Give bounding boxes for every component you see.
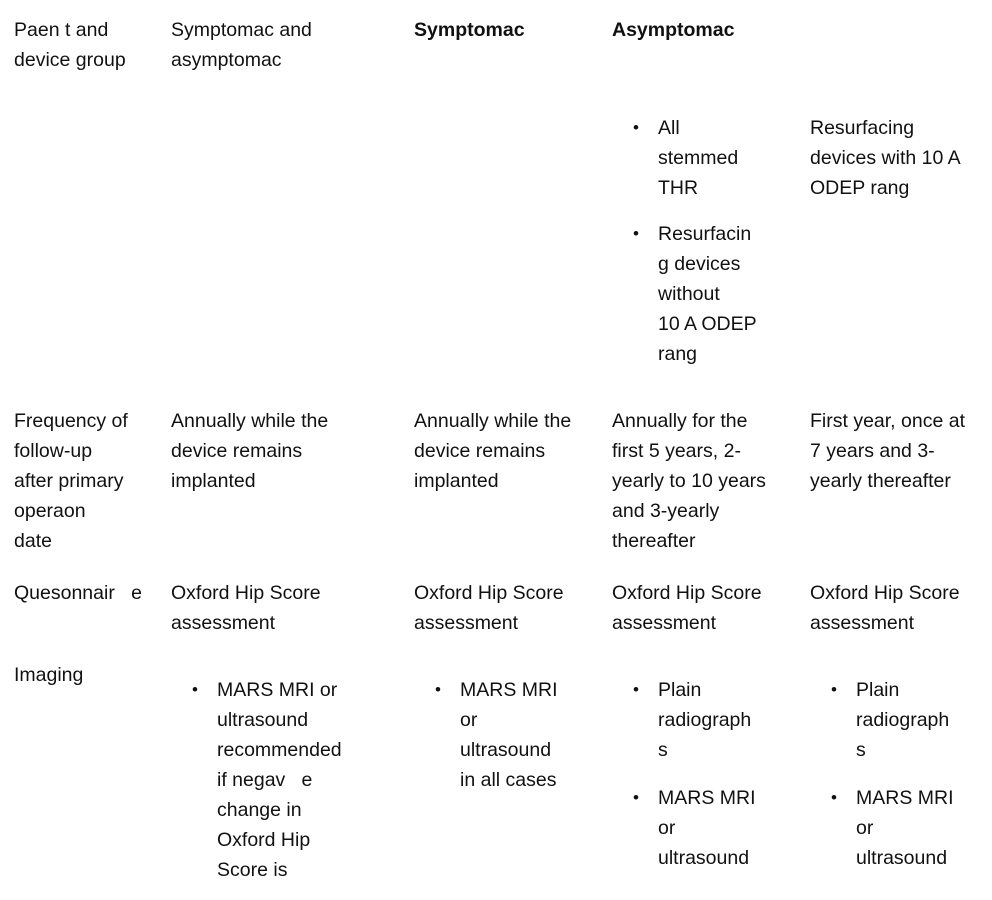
list-line: ultrasound: [460, 739, 552, 761]
cell-line: Annually while the: [171, 410, 329, 432]
frequency-label: [14, 406, 128, 556]
cell-line: Annually while the: [414, 410, 572, 432]
header-line: Symptomac and: [171, 19, 312, 41]
cell-line: device remains: [171, 440, 303, 462]
list-line: Score is: [217, 859, 288, 881]
list-item: [460, 675, 558, 795]
list-line: change in: [217, 799, 302, 821]
list-item: [658, 783, 756, 873]
questionnaire-symptomatic: [414, 578, 564, 638]
list-line: or: [658, 817, 676, 839]
cell-line: devices with 10 A: [810, 147, 961, 169]
header-line: Paen t and: [14, 19, 109, 41]
list-line: • MARS MRI: [658, 787, 756, 809]
list-item: [658, 219, 757, 369]
list-line: radiograph: [658, 709, 752, 731]
list-line: or: [856, 817, 874, 839]
cell-line: Annually for the: [612, 410, 748, 432]
list-line: • MARS MRI: [460, 679, 558, 701]
list-line: recommended: [217, 739, 342, 761]
list-line: • All: [658, 117, 680, 139]
cell-line: operaon: [14, 500, 86, 522]
list-item: [856, 783, 954, 873]
imaging-list-resurfacing: [856, 675, 954, 873]
list-line: radiograph: [856, 709, 950, 731]
list-line: if negav e: [217, 769, 313, 791]
cell-line: Resurfacing: [810, 117, 915, 139]
cell-line: ODEP rang: [810, 177, 910, 199]
cell-line: assessment: [414, 612, 519, 634]
device-resurfacing-10a: [810, 113, 961, 203]
cell-line: first 5 years, 2-: [612, 440, 741, 462]
list-item: [658, 113, 757, 203]
list-line: g devices: [658, 253, 741, 275]
cell-line: assessment: [810, 612, 915, 634]
list-line: rang: [658, 343, 698, 365]
list-line: • Plain: [658, 679, 702, 701]
cell-line: Oxford Hip Score: [612, 582, 762, 604]
list-line: without: [658, 283, 720, 305]
list-line: ultrasound: [856, 847, 948, 869]
list-line: s: [658, 739, 668, 761]
questionnaire-label: Quesonnair e: [14, 582, 142, 604]
header-symptomatic: Symptomac: [414, 19, 525, 41]
cell-line: Frequency of: [14, 410, 128, 432]
imaging-list-symptomatic-and-asymptomatic: [217, 675, 342, 885]
cell-line: thereafter: [612, 530, 696, 552]
cell-line: implanted: [414, 470, 499, 492]
list-line: stemmed: [658, 147, 739, 169]
frequency-resurfacing: [810, 406, 965, 496]
list-line: • Resurfacin: [658, 223, 752, 245]
cell-line: after primary: [14, 470, 124, 492]
frequency-symptomatic-and-asymptomatic: [171, 406, 328, 496]
cell-line: follow-up: [14, 440, 93, 462]
device-list-asymptomatic: [658, 113, 757, 369]
questionnaire-asymptomatic: [612, 578, 762, 638]
cell-line: Oxford Hip Score: [810, 582, 960, 604]
header-asymptomatic: Asymptomac: [612, 19, 735, 41]
imaging-label: Imaging: [14, 664, 84, 686]
list-line: • MARS MRI or: [217, 679, 338, 701]
cell-line: date: [14, 530, 52, 552]
cell-line: Oxford Hip Score: [414, 582, 564, 604]
cell-line: First year, once at: [810, 410, 965, 432]
cell-line: yearly thereafter: [810, 470, 951, 492]
cell-line: assessment: [612, 612, 717, 634]
list-line: • Plain: [856, 679, 900, 701]
list-line: ultrasound: [658, 847, 750, 869]
header-line: asymptomac: [171, 49, 282, 71]
cell-line: 7 years and 3-: [810, 440, 935, 462]
list-item: [658, 675, 756, 765]
list-item: [856, 675, 954, 765]
frequency-symptomatic: [414, 406, 571, 496]
list-line: • MARS MRI: [856, 787, 954, 809]
list-line: s: [856, 739, 866, 761]
imaging-list-asymptomatic: [658, 675, 756, 873]
cell-line: and 3-yearly: [612, 500, 720, 522]
list-line: or: [460, 709, 478, 731]
frequency-asymptomatic: [612, 406, 766, 556]
list-line: Oxford Hip: [217, 829, 311, 851]
list-line: in all cases: [460, 769, 557, 791]
cell-line: assessment: [171, 612, 276, 634]
cell-line: yearly to 10 years: [612, 470, 766, 492]
header-symptomatic-and-asymptomatic: [171, 15, 312, 75]
list-line: THR: [658, 177, 699, 199]
cell-line: Oxford Hip Score: [171, 582, 321, 604]
header-line: device group: [14, 49, 126, 71]
list-line: ultrasound: [217, 709, 309, 731]
imaging-list-symptomatic: [460, 675, 558, 795]
cell-line: implanted: [171, 470, 256, 492]
cell-line: device remains: [414, 440, 546, 462]
list-line: 10 A ODEP: [658, 313, 757, 335]
list-item: [217, 675, 342, 885]
questionnaire-symptomatic-and-asymptomatic: [171, 578, 321, 638]
header-patient-device-group: [14, 15, 126, 75]
questionnaire-resurfacing: [810, 578, 960, 638]
